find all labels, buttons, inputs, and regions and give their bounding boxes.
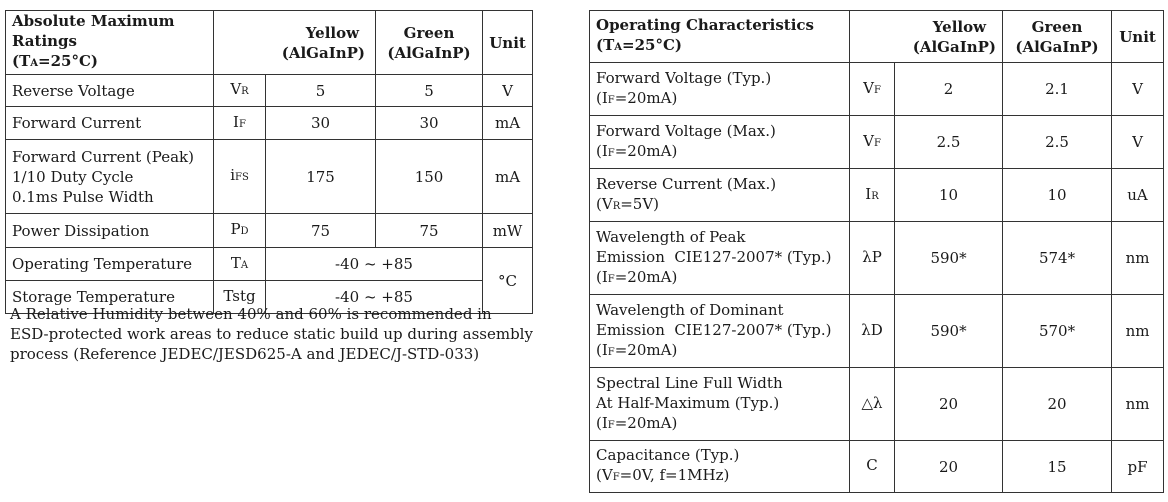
yellow-value: 175 xyxy=(266,140,376,214)
param-cell: Wavelength of Dominant Emission CIE127-2007* (Typ.) (IF=20mA) xyxy=(590,295,850,368)
param-cell: Storage Temperature xyxy=(6,281,214,314)
param-cell: Forward Voltage (Typ.) (IF=20mA) xyxy=(590,63,850,116)
table-row xyxy=(590,169,1164,222)
yellow-value: 20 xyxy=(895,368,1003,441)
table-row xyxy=(590,222,1164,295)
unit-cell: uA xyxy=(1112,169,1164,222)
green-value: 2.1 xyxy=(1003,63,1112,116)
symbol-cell: IF xyxy=(214,107,266,140)
operating-characteristics-table xyxy=(589,10,1164,493)
table-row xyxy=(590,441,1164,493)
oc-title-cell xyxy=(590,11,850,63)
symbol-cell: λD xyxy=(850,295,895,368)
param-cell: Reverse Current (Max.) (VR=5V) xyxy=(590,169,850,222)
yellow-value: 5 xyxy=(266,75,376,107)
yellow-value: 10 xyxy=(895,169,1003,222)
amr-col-yellow: Yellow (AlGaInP) xyxy=(214,11,376,75)
param-cell: Operating Temperature xyxy=(6,248,214,281)
green-value: 570* xyxy=(1003,295,1112,368)
temperature-unit-cell: °C xyxy=(483,248,533,314)
symbol-cell: C xyxy=(850,441,895,493)
unit-cell: mA xyxy=(483,140,533,214)
symbol-cell: iFS xyxy=(214,140,266,214)
green-value: 15 xyxy=(1003,441,1112,493)
range-value: -40 ~ +85 xyxy=(266,248,483,281)
amr-condition: (TA=25°C) xyxy=(12,52,99,70)
table-row xyxy=(6,140,533,214)
oc-title: Operating Characteristics xyxy=(596,16,815,34)
oc-col-yellow: Yellow (AlGaInP) xyxy=(850,11,1003,63)
param-cell: Forward Voltage (Max.) (IF=20mA) xyxy=(590,116,850,169)
param-cell: Forward Current (Peak) 1/10 Duty Cycle 0.1ms Pulse Width xyxy=(6,140,214,214)
symbol-cell: PD xyxy=(214,214,266,248)
amr-col-green: Green (AlGaInP) xyxy=(376,11,483,75)
table-row xyxy=(6,107,533,140)
table-row xyxy=(590,63,1164,116)
table-row xyxy=(6,248,533,281)
green-value: 20 xyxy=(1003,368,1112,441)
param-cell: Capacitance (Typ.) (VF=0V, f=1MHz) xyxy=(590,441,850,493)
param-cell: Forward Current xyxy=(6,107,214,140)
unit-cell: nm xyxy=(1112,295,1164,368)
yellow-value: 590* xyxy=(895,295,1003,368)
symbol-cell: λP xyxy=(850,222,895,295)
oc-col-green: Green (AlGaInP) xyxy=(1003,11,1112,63)
yellow-value: 2.5 xyxy=(895,116,1003,169)
table-row xyxy=(590,116,1164,169)
param-cell: Wavelength of Peak Emission CIE127-2007* (Typ.) (IF=20mA) xyxy=(590,222,850,295)
symbol-cell: Tstg xyxy=(214,281,266,314)
amr-header-row xyxy=(6,11,533,75)
range-value: -40 ~ +85 xyxy=(266,281,483,314)
param-cell: Spectral Line Full Width At Half-Maximum (Typ.) (IF=20mA) xyxy=(590,368,850,441)
yellow-value: 2 xyxy=(895,63,1003,116)
unit-cell: mW xyxy=(483,214,533,248)
green-value: 10 xyxy=(1003,169,1112,222)
yellow-value: 75 xyxy=(266,214,376,248)
unit-cell: V xyxy=(1112,116,1164,169)
unit-cell: nm xyxy=(1112,368,1164,441)
symbol-cell: △λ xyxy=(850,368,895,441)
yellow-value: 590* xyxy=(895,222,1003,295)
symbol-cell: VR xyxy=(214,75,266,107)
symbol-cell: TA xyxy=(214,248,266,281)
green-value: 75 xyxy=(376,214,483,248)
param-cell: Reverse Voltage xyxy=(6,75,214,107)
table-row xyxy=(590,368,1164,441)
esd-note xyxy=(10,304,550,364)
green-value: 2.5 xyxy=(1003,116,1112,169)
note-line: A Relative Humidity between 40% and 60% is recommended in xyxy=(10,305,492,323)
amr-col-unit: Unit xyxy=(483,11,533,75)
oc-col-unit: Unit xyxy=(1112,11,1164,63)
note-line: ESD-protected work areas to reduce static build up during assembly xyxy=(10,325,533,343)
yellow-value: 30 xyxy=(266,107,376,140)
note-line: process (Reference JEDEC/JESD625-A and JEDEC/J-STD-033) xyxy=(10,345,480,363)
green-value: 150 xyxy=(376,140,483,214)
symbol-cell: VF xyxy=(850,63,895,116)
green-value: 30 xyxy=(376,107,483,140)
unit-cell: V xyxy=(483,75,533,107)
absolute-maximum-ratings-table xyxy=(5,10,533,314)
oc-header-row xyxy=(590,11,1164,63)
green-value: 574* xyxy=(1003,222,1112,295)
unit-cell: mA xyxy=(483,107,533,140)
table-row xyxy=(6,75,533,107)
amr-title-cell xyxy=(6,11,214,75)
symbol-cell: IR xyxy=(850,169,895,222)
symbol-cell: VF xyxy=(850,116,895,169)
amr-title: Absolute Maximum Ratings xyxy=(12,12,175,50)
param-cell: Power Dissipation xyxy=(6,214,214,248)
oc-condition: (TA=25°C) xyxy=(596,36,683,54)
unit-cell: nm xyxy=(1112,222,1164,295)
table-row xyxy=(590,295,1164,368)
yellow-value: 20 xyxy=(895,441,1003,493)
unit-cell: V xyxy=(1112,63,1164,116)
unit-cell: pF xyxy=(1112,441,1164,493)
table-row xyxy=(6,214,533,248)
green-value: 5 xyxy=(376,75,483,107)
